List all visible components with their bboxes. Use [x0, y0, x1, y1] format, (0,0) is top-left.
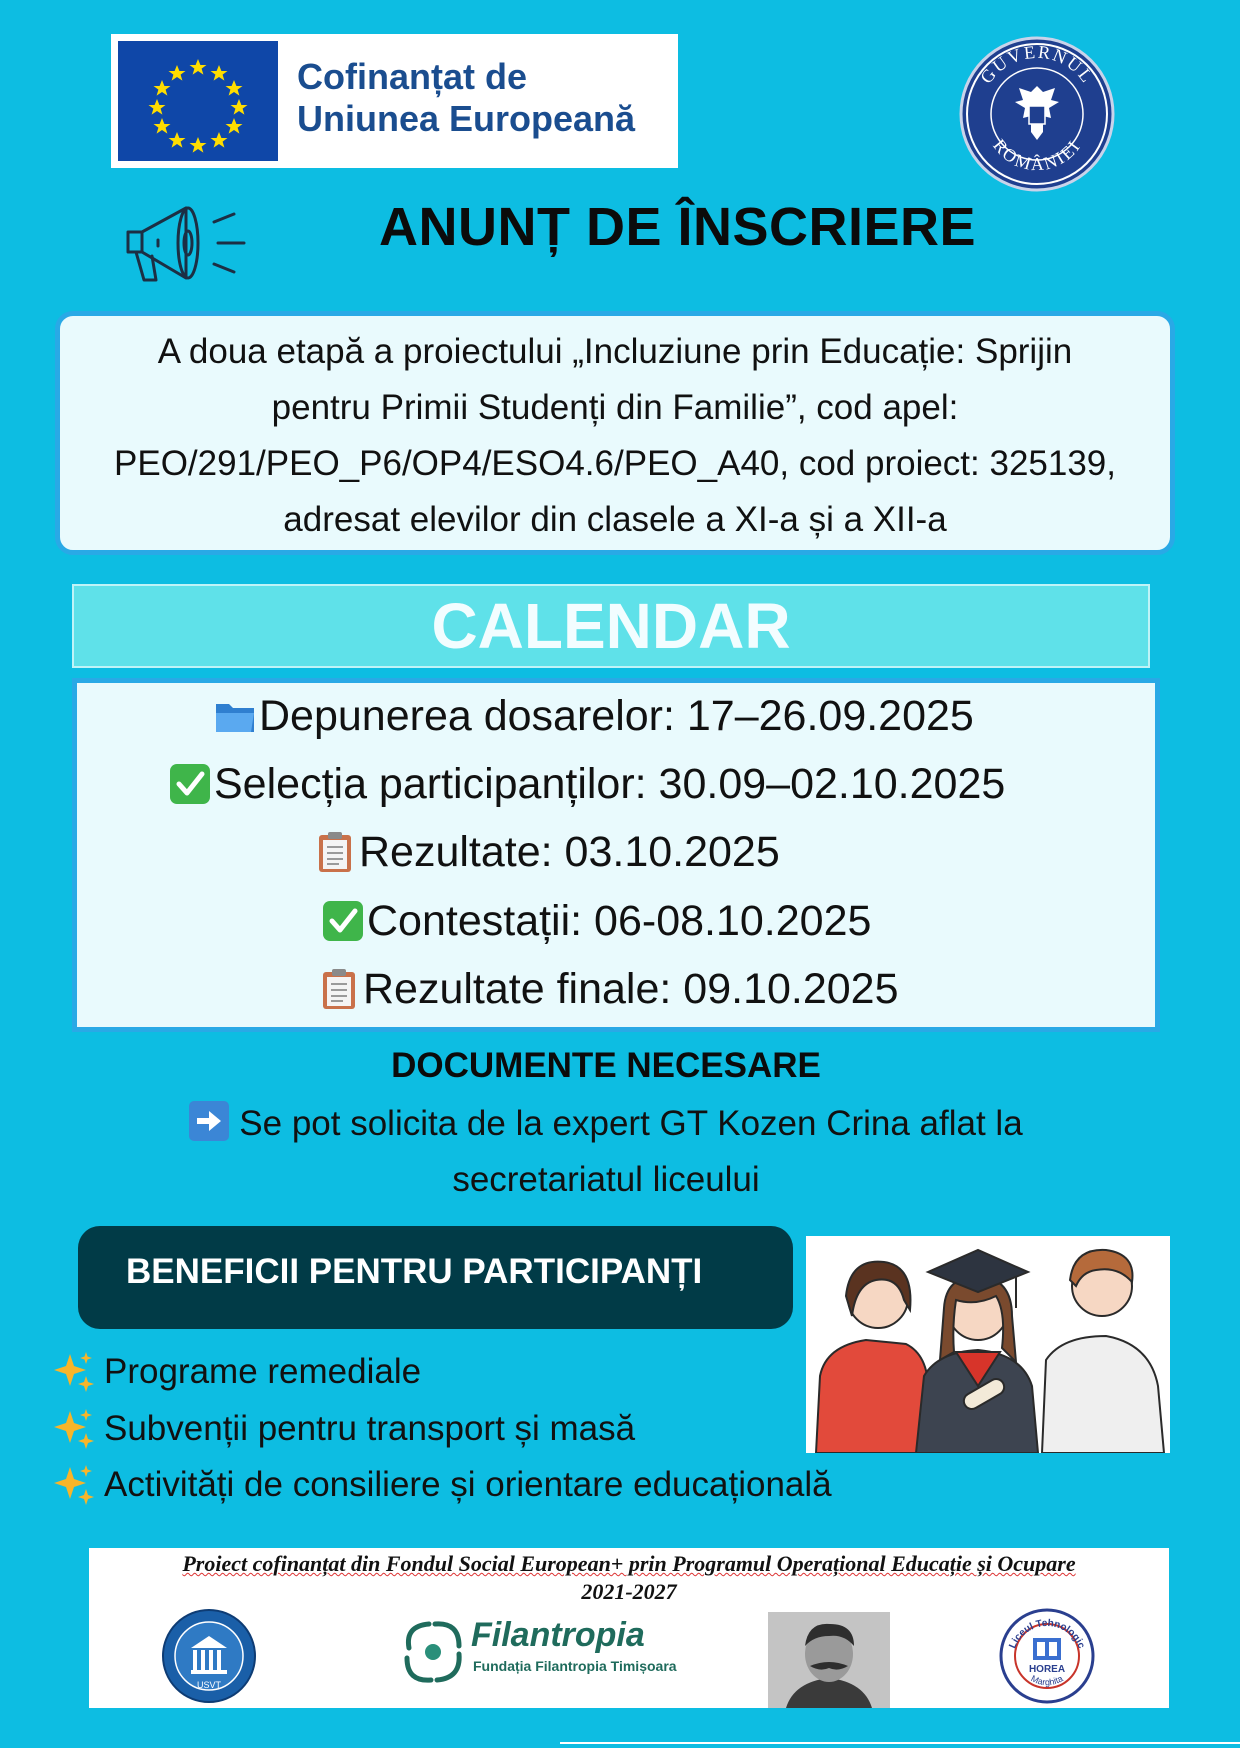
project-intro-box — [55, 311, 1175, 555]
documents-line2: secretariatul liceului — [452, 1160, 760, 1199]
intro-line4: adresat elevilor din clasele a XI-a și a XII-a — [283, 500, 947, 539]
documents-line1: Se pot solicita de la expert GT Kozen Crina aflat la — [239, 1104, 1023, 1143]
usvt-logo — [161, 1608, 257, 1704]
calendar-item-text: Rezultate finale: 09.10.2025 — [363, 964, 899, 1013]
documents-text — [150, 1096, 1062, 1208]
check-icon — [321, 899, 365, 943]
calendar-item — [168, 757, 1005, 811]
liceu-city: Marghita — [1029, 1673, 1065, 1688]
calendar-item — [317, 962, 899, 1016]
arrow-right-icon — [189, 1101, 229, 1141]
eu-logo-line1: Cofinanțat de — [297, 56, 527, 97]
calendar-item-text: Selecția participanților: 30.09–02.10.2025 — [214, 759, 1006, 808]
sparkles-icon — [52, 1350, 96, 1394]
calendar-item — [213, 689, 974, 743]
liceu-name: HOREA — [1028, 1664, 1066, 1675]
students-illustration — [806, 1236, 1170, 1453]
calendar-item — [313, 825, 780, 879]
benefit-text: Programe remediale — [104, 1352, 422, 1391]
eu-logo-text — [297, 56, 635, 140]
megaphone-icon — [122, 200, 250, 290]
calendar-item-text: Rezultate: 03.10.2025 — [359, 827, 780, 876]
calendar-item-text: Contestații: 06-08.10.2025 — [367, 896, 872, 945]
project-intro-text — [80, 324, 1150, 548]
benefits-header — [78, 1226, 793, 1329]
filantropia-logo — [395, 1612, 675, 1692]
calendar-item-text: Depunerea dosarelor: 17–26.09.2025 — [259, 691, 974, 740]
calendar-header — [72, 584, 1150, 668]
clipboard-icon — [317, 967, 361, 1011]
government-seal-icon — [959, 36, 1115, 192]
benefits-title: BENEFICII PENTRU PARTICIPANȚI — [126, 1252, 703, 1291]
benefit-text: Activități de consiliere și orientare educațională — [104, 1465, 832, 1504]
calendar-item — [321, 894, 871, 948]
sparkles-icon — [52, 1407, 96, 1451]
footer-text — [89, 1550, 1169, 1606]
filantropia-subtitle: Fundația Filantropia Timișoara — [473, 1658, 677, 1674]
filantropia-name: Filantropia — [471, 1616, 645, 1654]
intro-line2: pentru Primii Studenți din Familie”, cod apel: — [271, 388, 959, 427]
liceu-top-text: Liceul Tehnologic — [1007, 1617, 1087, 1651]
portrait-photo — [768, 1612, 890, 1708]
seal-text-bottom: ROMÂNIEI — [989, 135, 1085, 175]
documents-title: DOCUMENTE NECESARE — [391, 1046, 821, 1085]
eu-logo-line2: Uniunea Europeană — [297, 98, 636, 139]
usvt-label: USVT — [196, 1680, 222, 1690]
bottom-divider — [560, 1742, 1240, 1744]
eu-cofinanced-logo — [111, 34, 678, 168]
liceu-horea-logo — [999, 1608, 1095, 1704]
sparkles-icon — [52, 1463, 96, 1507]
intro-line1: A doua etapă a proiectului „Incluziune prin Educație: Sprijin — [157, 332, 1073, 371]
benefit-item — [52, 1350, 421, 1394]
footer-line2: 2021-2027 — [581, 1579, 677, 1604]
clipboard-icon — [313, 830, 357, 874]
eu-flag-icon — [118, 41, 278, 161]
page-title: ANUNȚ DE ÎNSCRIERE — [378, 197, 977, 257]
footer-partners — [89, 1548, 1169, 1708]
seal-text-top: GUVERNUL — [976, 41, 1098, 88]
intro-line3: PEO/291/PEO_P6/OP4/ESO4.6/PEO_A40, cod proiect: 325139, — [114, 444, 1116, 483]
calendar-title: CALENDAR — [431, 590, 791, 662]
check-icon — [168, 762, 212, 806]
benefit-text: Subvenții pentru transport și masă — [104, 1409, 636, 1448]
footer-line1: Proiect cofinanțat din Fondul Social European+ prin Programul Operațional Educație și Ocupare — [182, 1551, 1076, 1576]
calendar-list — [72, 678, 1160, 1032]
benefit-item — [52, 1463, 832, 1507]
benefit-item — [52, 1407, 635, 1451]
folder-icon — [213, 694, 257, 738]
